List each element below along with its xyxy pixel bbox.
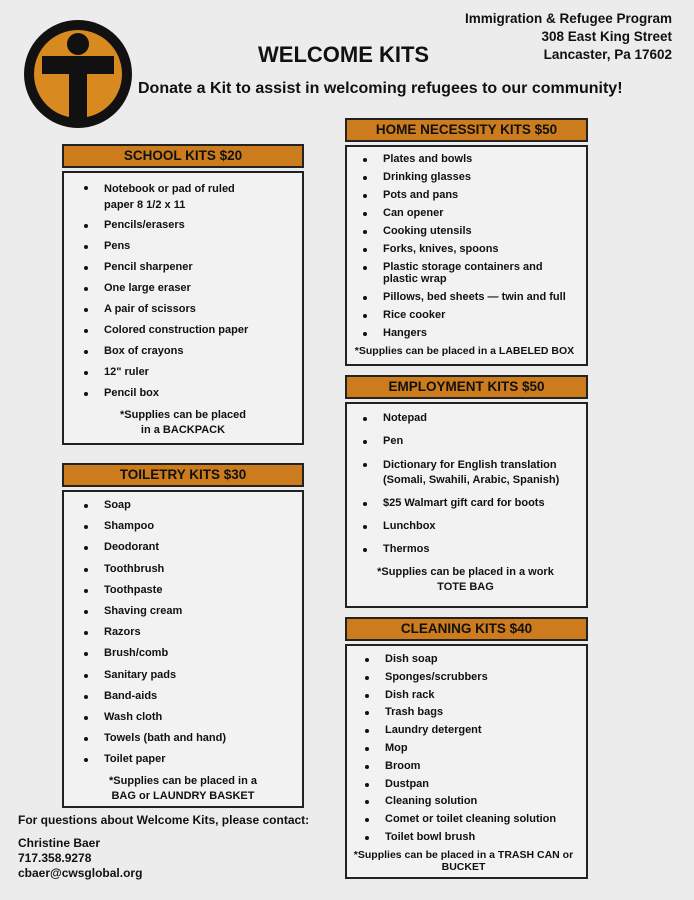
org-street: 308 East King Street <box>541 29 672 44</box>
list-item: Toothpaste <box>104 584 292 605</box>
tagline: Donate a Kit to assist in welcoming refugees to our community! <box>138 80 623 97</box>
list-item: Sponges/scrubbers <box>385 671 578 689</box>
list-item: Dictionary for English translation (Somali, Swahili, Arabic, Spanish) <box>383 458 578 497</box>
list-item: Pens <box>104 240 292 261</box>
cleaning-kit <box>345 617 588 879</box>
home-necessity-kit <box>345 118 588 366</box>
list-item: Towels (bath and hand) <box>104 732 292 753</box>
list-item: Pen <box>383 435 578 458</box>
list-item: Dish soap <box>385 653 578 671</box>
list-item: Cleaning solution <box>385 795 578 813</box>
list-item: Toothbrush <box>104 563 292 584</box>
list-item: Hangers <box>383 327 578 344</box>
page-title: WELCOME KITS <box>258 42 430 67</box>
school-kit-title: SCHOOL KITS $20 <box>62 144 304 168</box>
list-item: Dish rack <box>385 689 578 707</box>
home-kit-note: *Supplies can be placed in a LABELED BOX <box>354 345 575 357</box>
employment-kit-note: *Supplies can be placed in a work TOTE BAG <box>377 566 554 593</box>
list-item: Brush/comb <box>104 647 292 668</box>
list-item: $25 Walmart gift card for boots <box>383 497 578 520</box>
list-item: Colored construction paper <box>104 324 292 345</box>
contact-name: Christine Baer <box>18 836 101 850</box>
list-item: Pencil box <box>104 387 292 408</box>
list-item: Toilet bowl brush <box>385 831 578 849</box>
list-item: Trash bags <box>385 706 578 724</box>
list-item: Can opener <box>383 207 578 225</box>
toiletry-kit-title: TOILETRY KITS $30 <box>62 463 304 487</box>
school-kit-note: *Supplies can be placed in a BACKPACK <box>120 409 246 436</box>
school-kit-box <box>62 171 304 445</box>
org-address <box>465 10 672 64</box>
list-item: Box of crayons <box>104 345 292 366</box>
list-item: Thermos <box>383 543 578 565</box>
list-item: Pencils/erasers <box>104 219 292 240</box>
list-item: Plates and bowls <box>383 153 578 171</box>
list-item: Toilet paper <box>104 753 292 774</box>
employment-kit <box>345 375 588 608</box>
list-item: Plastic storage containers and plastic wrap <box>383 261 578 291</box>
list-item: Pencil sharpener <box>104 261 292 282</box>
list-item: Pots and pans <box>383 189 578 207</box>
employment-kit-box <box>345 402 588 608</box>
cleaning-kit-list <box>385 653 578 849</box>
list-item: Lunchbox <box>383 520 578 543</box>
toiletry-kit-box <box>62 490 304 808</box>
list-item: Soap <box>104 499 292 520</box>
list-item: Notepad <box>383 412 578 435</box>
school-kit <box>62 144 304 445</box>
employment-kit-title: EMPLOYMENT KITS $50 <box>345 375 588 399</box>
employment-kit-list <box>383 412 578 565</box>
org-name: Immigration & Refugee Program <box>464 11 672 26</box>
cleaning-kit-title: CLEANING KITS $40 <box>345 617 588 641</box>
list-item: Band-aids <box>104 690 292 711</box>
toiletry-kit-list <box>104 499 292 774</box>
list-item: Notebook or pad of ruled paper 8 1/2 x 11 <box>104 181 292 219</box>
toiletry-kit-note: *Supplies can be placed in a BAG or LAUNDRY BASKET <box>109 775 257 803</box>
toiletry-kit <box>62 463 304 808</box>
list-item: Drinking glasses <box>383 171 578 189</box>
school-kit-list <box>104 181 292 408</box>
list-item: Pillows, bed sheets — twin and full <box>383 291 578 309</box>
contact-prompt: For questions about Welcome Kits, please contact: <box>18 813 310 827</box>
cleaning-kit-box <box>345 644 588 879</box>
list-item: Dustpan <box>385 778 578 796</box>
list-item: Cooking utensils <box>383 225 578 243</box>
list-item: Laundry detergent <box>385 724 578 742</box>
contact-phone: 717.358.9278 <box>18 851 92 865</box>
list-item: Sanitary pads <box>104 669 292 690</box>
list-item: Rice cooker <box>383 309 578 327</box>
list-item: Broom <box>385 760 578 778</box>
cleaning-kit-note: *Supplies can be placed in a TRASH CAN or BUCKET <box>353 848 574 873</box>
org-city: Lancaster, Pa 17602 <box>543 47 672 62</box>
list-item: Mop <box>385 742 578 760</box>
home-kit-box <box>345 145 588 366</box>
list-item: Shampoo <box>104 520 292 541</box>
list-item: Shaving cream <box>104 605 292 626</box>
list-item: One large eraser <box>104 282 292 303</box>
list-item: Wash cloth <box>104 711 292 732</box>
list-item: Comet or toilet cleaning solution <box>385 813 578 831</box>
home-kit-list <box>383 153 578 344</box>
cws-logo-icon <box>22 18 134 130</box>
list-item: 12" ruler <box>104 366 292 387</box>
list-item: Forks, knives, spoons <box>383 243 578 261</box>
home-kit-title: HOME NECESSITY KITS $50 <box>345 118 588 142</box>
list-item: Deodorant <box>104 541 292 562</box>
contact-email[interactable]: cbaer@cwsglobal.org <box>18 866 143 880</box>
list-item: A pair of scissors <box>104 303 292 324</box>
list-item: Razors <box>104 626 292 647</box>
